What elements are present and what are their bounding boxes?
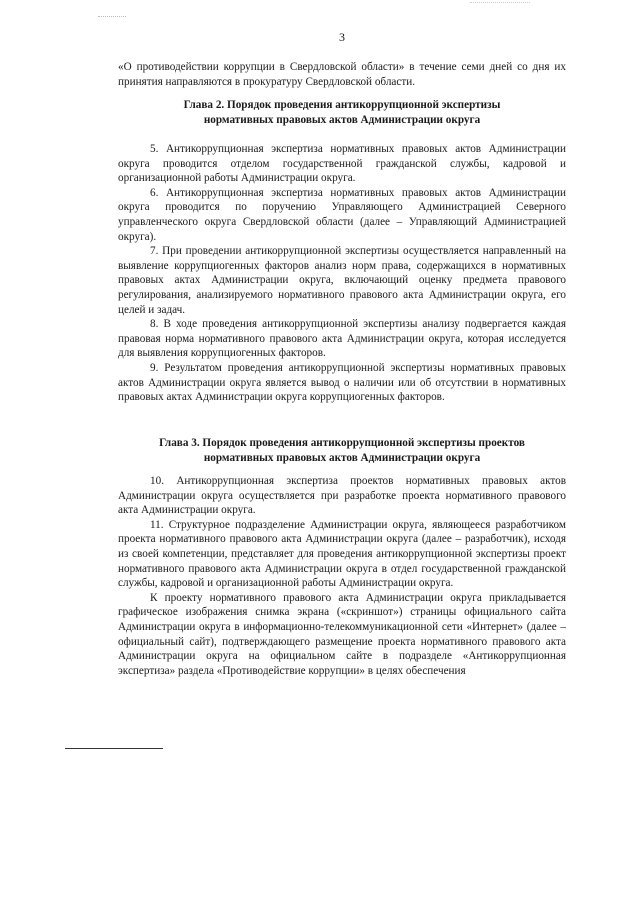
chapter2-paragraph-6: 6. Антикоррупционная экспертиза нормативных правовых актов Администрации округа проводится по поручению Управляющего Администрацией Северного управленческого округа Свердловской области (далее – Управляющий Администрацией округа). [118,186,566,243]
chapter2-heading-line1: Глава 2. Порядок проведения антикоррупционной экспертизы [183,99,501,111]
chapter3-heading [118,436,566,465]
intro-paragraph: «О противодействии коррупции в Свердловской области» в течение семи дней со дня их принятия направляются в прокуратуру Свердловской области. [118,61,566,88]
scan-mark [98,16,126,17]
scan-mark [470,2,530,3]
chapter3-body [118,474,566,678]
chapter3-heading-line1: Глава 3. Порядок проведения антикоррупционной экспертизы проектов [159,437,525,449]
chapter2-heading-line2: нормативных правовых актов Администрации округа [203,113,481,126]
chapter3-paragraph-11: 11. Структурное подразделение Администрации округа, являющееся разработчиком проекта нормативного правового акта Администрации округа (далее – разработчик), исходя из своей компетенции, представляет для проведения антикоррупционной экспертизы проект нормативного правового акта Администрации округа в отдел государственной гражданской службы, кадровой и организационной работы Администрации округа. [118,518,566,590]
chapter3-paragraph-10: 10. Антикоррупционная экспертиза проектов нормативных правовых актов Администрации округа осуществляется при разработке проекта нормативного правового акта Администрации округа. [118,475,566,517]
chapter2-paragraph-8: 8. В ходе проведения антикоррупционной экспертизы анализу подвергается каждая правовая норма нормативного правового акта Администрации округа, которая исследуется для выявления коррупциогенных факторов. [118,318,566,360]
page-number: 3 [339,30,345,44]
footnote-rule [65,748,163,749]
chapter3-heading-line2: нормативных правовых актов Администрации округа [203,451,481,464]
chapter2-paragraph-5: 5. Антикоррупционная экспертиза нормативных правовых актов Администрации округа проводится отделом государственной гражданской службы, кадровой и организационной работы Администрации округа. [118,143,566,185]
chapter2-paragraph-9: 9. Результатом проведения антикоррупционной экспертизы нормативных правовых актов Администрации округа является вывод о наличии или об отсутствии в нормативных правовых актах Администрации округа коррупциогенных факторов. [118,361,566,404]
chapter2-paragraph-7: 7. При проведении антикоррупционной экспертизы осуществляется направленный на выявление коррупциогенных факторов анализ норм права, содержащихся в нормативных правовых актах Администрации округа, включающий оценку предмета правового регулирования, анализируемого нормативного правового акта Администрации округа, его целей и задач. [118,245,566,316]
chapter2-heading [118,98,566,127]
chapter3-paragraph-attachment: К проекту нормативного правового акта Администрации округа прикладывается графическое изображения снимка экрана («скриншот») страницы официального сайта Администрации округа в информационно-телекоммуникационной сети «Интернет» (далее – официальный сайт), подтверждающего размещение проекта нормативного правового акта Администрации округа на официальном сайте в подразделе «Антикоррупционная экспертиза» раздела «Противодействие коррупции» в целях обеспечения [118,591,566,677]
chapter2-body [118,142,566,405]
intro-paragraph-block [118,60,566,89]
